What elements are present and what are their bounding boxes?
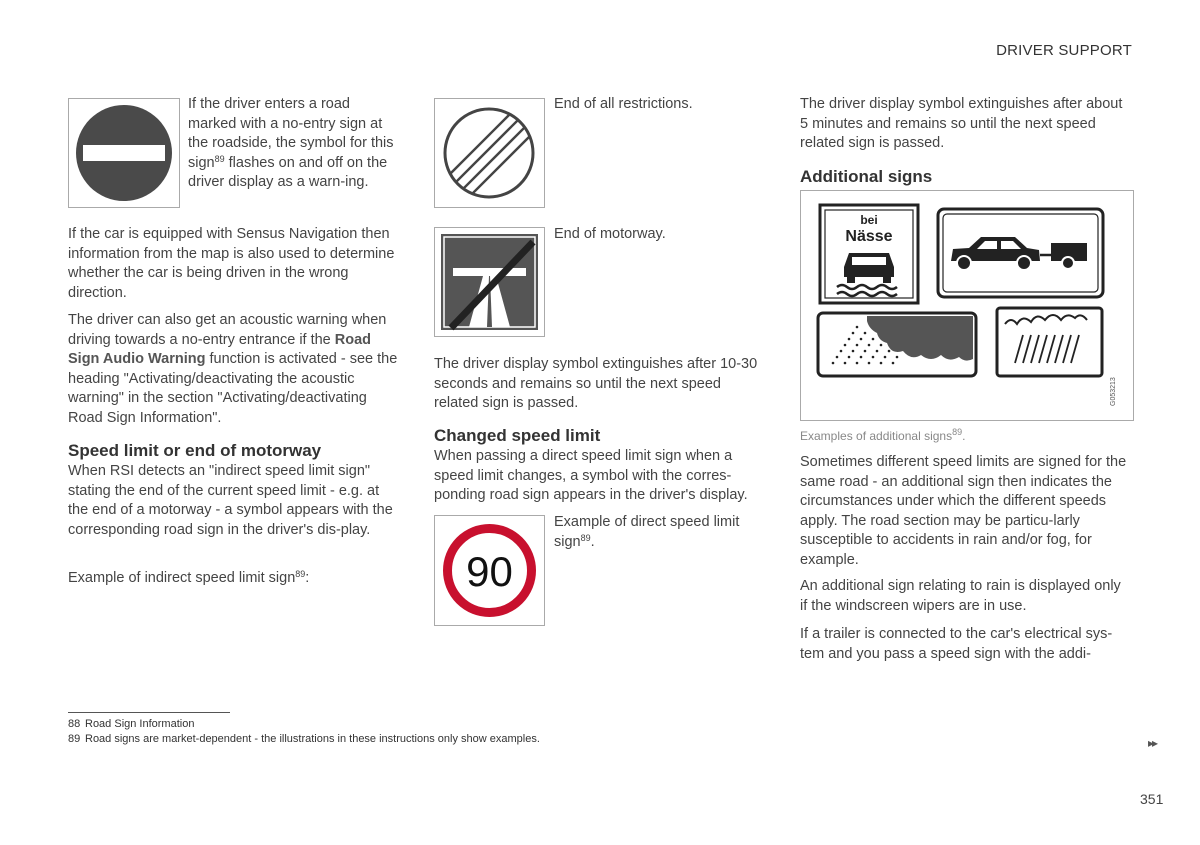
speed-limit-heading: Speed limit or end of motorway [68, 441, 322, 460]
continue-arrow-icon[interactable]: ▸▸ [1148, 736, 1157, 750]
page-number: 351 [1140, 791, 1164, 807]
extinguish-5min-paragraph: The driver display symbol extinguishes after about 5 minutes and remains so until the next speed related sign is passed. [800, 96, 1123, 151]
no-entry-sign-image [68, 98, 180, 208]
speed-limit-90-icon [435, 516, 544, 625]
footnote-number: 89 [68, 733, 81, 745]
end-motorway-sign-image [434, 227, 545, 337]
acoustic-text: The driver can also get an acoustic warning when driving towards a no-entry entrance if the [68, 312, 387, 348]
different-limits-paragraph: Sometimes different speed limits are signed for the same road - an additional sign then indicates the circumstances under which the different speeds apply. The road section may be particu-larly susceptible to accidents in rain and/or fog, for example. [800, 454, 1127, 568]
footnote-divider [68, 712, 230, 713]
footnote-ref[interactable]: 89 [952, 427, 963, 437]
no-entry-paragraph [188, 95, 400, 193]
indirect-example-line [68, 569, 400, 589]
end-motorway-label: End of motorway. [554, 226, 666, 242]
trailer-paragraph: If a trailer is connected to the car's electrical sys-tem and you pass a speed sign with the addi- [800, 626, 1113, 662]
sign-bei-label: bei [860, 213, 878, 227]
additional-signs-heading: Additional signs [800, 167, 933, 186]
end-of-restrictions-icon [435, 99, 544, 207]
additional-signs-image [800, 190, 1134, 421]
punctuation: . [962, 429, 966, 443]
sensus-paragraph: If the car is equipped with Sensus Navigation then information from the map is also used to determine whether the car is being driven in the wrong direction. [68, 226, 395, 301]
acoustic-paragraph [68, 311, 400, 428]
footnote-ref[interactable]: 89 [580, 532, 591, 543]
direct-example-text [554, 513, 754, 552]
indirect-example-text: Example of indirect speed limit sign [68, 570, 296, 586]
speed-limit-sign-image [434, 515, 545, 626]
extinguish-paragraph: The driver display symbol extinguishes after 10-30 seconds and remains so until the next speed related sign is passed. [434, 356, 758, 411]
indirect-paragraph: When RSI detects an "indirect speed limit sign" stating the end of the current speed limit - e.g. at the end of a motorway - a symbol appears with the corresponding road sign in the driver's dis-play. [68, 463, 393, 538]
changed-speed-limit-heading: Changed speed limit [434, 426, 601, 445]
additional-signs-caption [800, 427, 1132, 447]
footnote-ref[interactable]: 89 [214, 153, 225, 164]
footnote-ref[interactable]: 89 [295, 569, 306, 579]
footnote-text: Road Sign Information [85, 718, 195, 730]
punctuation: . [590, 533, 595, 550]
sign-nasse-label: Nässe [845, 228, 893, 245]
footnote-89 [68, 732, 768, 746]
no-entry-text-end: flashes on and off on the driver display as a warn-ing. [188, 154, 388, 190]
acoustic-text-end: function is activated - see the heading "Activating/deactivating the acoustic warning" in the section "Activating/deactivating Road Sign Information". [68, 351, 398, 426]
end-restrictions-sign-image [434, 98, 545, 208]
punctuation: : [305, 570, 310, 586]
direct-example-label: Example of direct speed limit sign [554, 514, 740, 550]
changed-speed-paragraph: When passing a direct speed limit sign when a speed limit changes, a symbol with the corres-ponding road sign appears in the driver's display. [434, 448, 748, 503]
additional-signs-illustration [801, 191, 1133, 420]
caption-text: Examples of additional signs [800, 429, 953, 443]
speed-value: 90 [466, 548, 513, 595]
rain-sign-paragraph: An additional sign relating to rain is displayed only if the windscreen wipers are in use. [800, 578, 1121, 614]
footnote-88 [68, 717, 768, 731]
footnote-number: 88 [68, 718, 81, 730]
end-of-motorway-icon [435, 228, 544, 336]
road-sign-audio-warning-term: Road Sign Audio Warning [68, 331, 372, 367]
footnote-text: Road signs are market-dependent - the illustrations in these instructions only show examples. [85, 733, 540, 745]
no-entry-text: If the driver enters a road marked with a no-entry sign at the roadside, the symbol for this sign [188, 96, 394, 171]
no-entry-sign-icon [69, 99, 179, 207]
section-header: DRIVER SUPPORT [996, 42, 1132, 59]
end-restrictions-label: End of all restrictions. [554, 96, 693, 112]
image-code: G053213 [1110, 377, 1117, 406]
